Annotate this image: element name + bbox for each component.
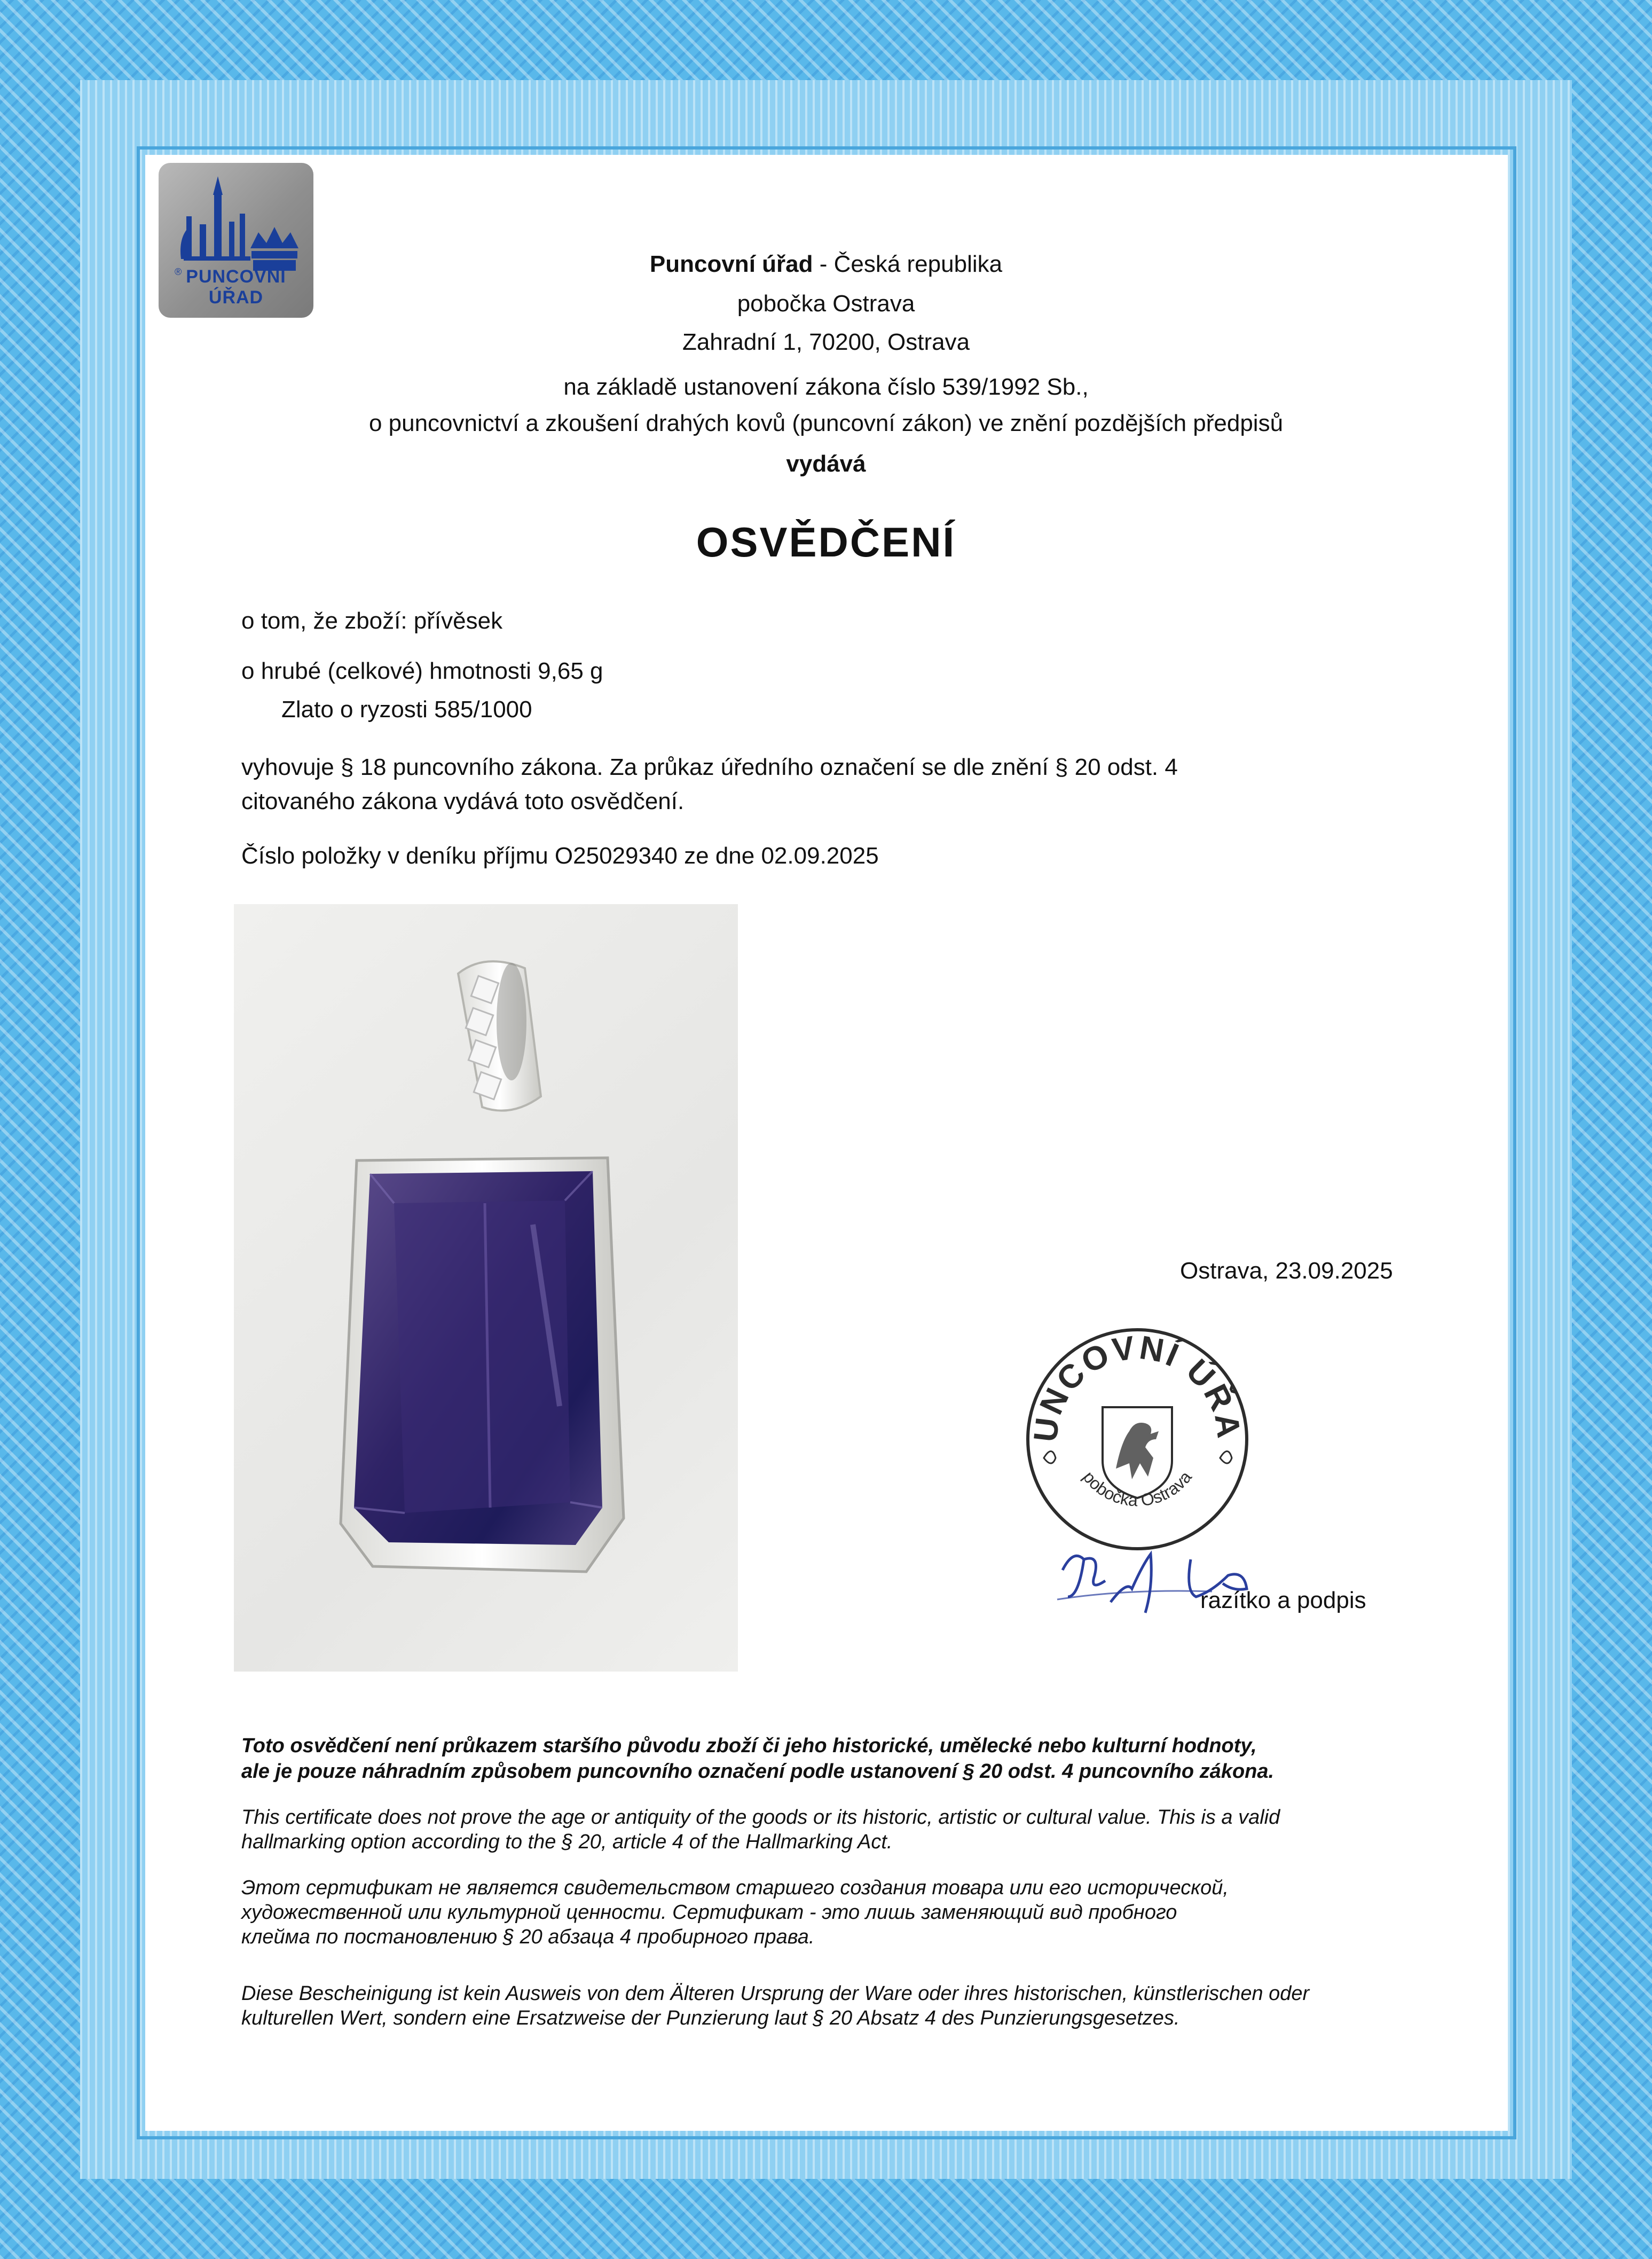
address-line: Zahradní 1, 70200, Ostrava bbox=[682, 329, 970, 355]
stamp-bottom-text: pobočka Ostrava bbox=[1079, 1467, 1195, 1510]
note-en-line-2: hallmarking option according to the § 20, article 4 of the Hallmarking Act. bbox=[241, 1831, 893, 1853]
stamp-top-text: UNCOVNÍ ÚŘA bbox=[1027, 1329, 1248, 1444]
certificate-title: OSVĚDČENÍ bbox=[696, 519, 956, 566]
product-photo bbox=[234, 904, 738, 1672]
svg-text:®: ® bbox=[175, 266, 182, 277]
official-stamp bbox=[1022, 1324, 1252, 1554]
note-cz-line-2: ale je pouze náhradním způsobem puncovního označení podle ustanovení § 20 odst. 4 puncovního zákona. bbox=[241, 1760, 1275, 1783]
svg-text:pobočka Ostrava bbox=[1079, 1468, 1195, 1510]
note-ru-line-3: клейма по постановлению § 20 абзаца 4 пробирного права. bbox=[241, 1926, 815, 1948]
note-de-line-1: Diese Bescheinigung ist kein Ausweis von dem Älteren Ursprung der Ware oder ihres historischen, künstlerischen oder bbox=[241, 1982, 1310, 2005]
issues-line: vydává bbox=[786, 451, 866, 477]
fineness-line: Zlato o ryzosti 585/1000 bbox=[281, 696, 532, 723]
goods-line: o tom, že zboží: přívěsek bbox=[241, 608, 503, 634]
logo-text: PUNCOVNÍ ÚŘAD bbox=[186, 266, 286, 308]
stamp-signature-label: razítko a podpis bbox=[1200, 1587, 1366, 1613]
note-de-line-2: kulturellen Wert, sondern eine Ersatzweise der Punzierung laut § 20 Absatz 4 des Punzierungsgesetzes. bbox=[241, 2007, 1180, 2029]
compliance-line-2: citovaného zákona vydává toto osvědčení. bbox=[241, 788, 685, 814]
pendant-image bbox=[234, 904, 738, 1672]
weight-line: o hrubé (celkové) hmotnosti 9,65 g bbox=[241, 658, 603, 684]
office-country: - Česká republika bbox=[813, 251, 1003, 277]
law-line-1: na základě ustanovení zákona číslo 539/1992 Sb., bbox=[563, 374, 1089, 400]
place-date: Ostrava, 23.09.2025 bbox=[1180, 1258, 1393, 1284]
note-en-line-1: This certificate does not prove the age or antiquity of the goods or its historic, artistic or cultural value. This is a valid bbox=[241, 1806, 1280, 1829]
law-line-2: o puncovnictví a zkoušení drahých kovů (puncovní zákon) ve znění pozdějších předpisů bbox=[368, 410, 1284, 436]
office-name: Puncovní úřad bbox=[649, 251, 813, 277]
note-ru-line-1: Этот сертификат не является свидетельством старшего создания товара или его исторической, bbox=[241, 1877, 1229, 1899]
stamp-seal-icon bbox=[1022, 1324, 1252, 1554]
note-ru-line-2: художественной или культурной ценности. Сертификат - это лишь заменяющий вид пробного bbox=[241, 1901, 1177, 1924]
compliance-line-1: vyhovuje § 18 puncovního zákona. Za průkaz úředního označení se dle znění § 20 odst. 4 bbox=[241, 754, 1178, 780]
office-heading bbox=[0, 251, 1652, 278]
note-cz-line-1: Toto osvědčení není průkazem staršího původu zboží či jeho historické, umělecké nebo kulturní hodnoty, bbox=[241, 1735, 1257, 1757]
entry-line: Číslo položky v deníku příjmu O25029340 ze dne 02.09.2025 bbox=[241, 843, 879, 869]
branch-line: pobočka Ostrava bbox=[737, 291, 915, 317]
